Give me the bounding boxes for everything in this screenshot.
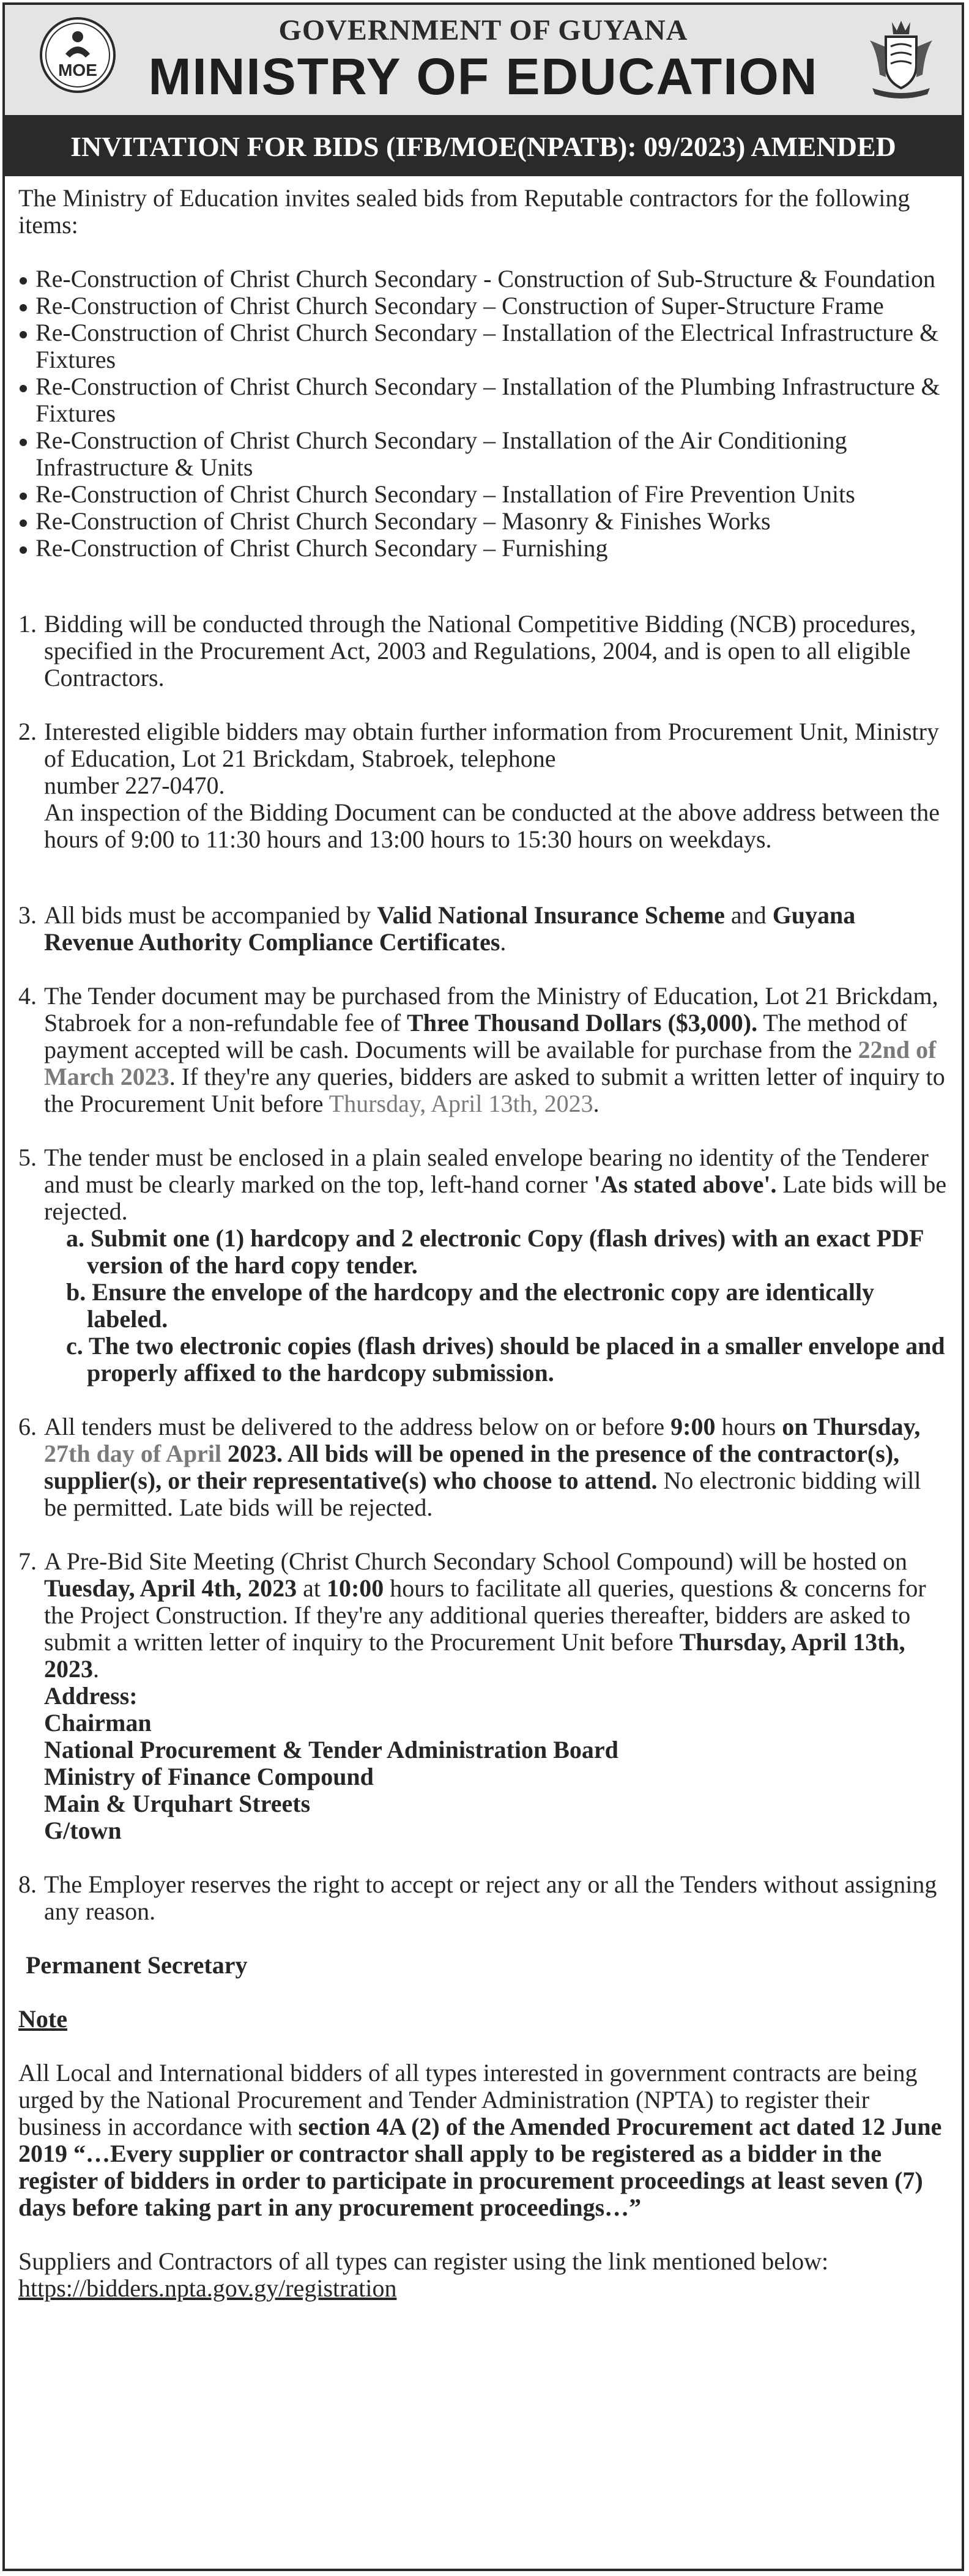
note-bold-text: section 4A (2) of the Amended Procurement act dated 12 June 2019 “…Every supplier or contractor shall apply to be registered as a bidder in the register of bidders in order to participate in procurement proceedings at least seven (7) days before taking part in any procurement proceedings…” [18,2113,942,2221]
clause-bold-text: Guyana Revenue Authority Compliance Certificates [44,901,856,956]
clause-text: hours to facilitate all queries, questions & concerns for the Project Construction. If they're any additional queries thereafter, bidders are asked to submit a written letter of inquiry to the Procurement Unit before [44,1574,926,1656]
clause-number: 2. [18,718,37,745]
clause-7 [18,1548,948,1844]
sub-clause-c: c. The two electronic copies (flash drives) should be placed in a smaller envelope and properly affixed to the hardcopy submission. [66,1332,945,1387]
clause-4 [18,983,948,1117]
clause-text: A Pre-Bid Site Meeting (Christ Church Secondary School Compound) will be hosted on [44,1547,907,1575]
clause-2 [18,718,948,853]
tender-notice [2,2,964,2571]
ministry-title: MINISTRY OF EDUCATION [148,48,819,105]
clause-number: 4. [18,982,37,1010]
clause-text: The tender must be enclosed in a plain sealed envelope bearing no identity of the Tenderer and must be clearly marked on the top, left-hand corner [44,1144,929,1198]
item-list [18,266,948,562]
clause-5 [18,1144,948,1387]
address-line: G/town [44,1817,122,1844]
clause-bold-text: 'As stated above'. [593,1171,777,1198]
clause-bold-text: 2023. All bids will be opened in the presence of the contractor(s), supplier(s), or their representative(s) who choose to attend. [44,1440,900,1494]
coat-of-arms-icon [861,16,941,102]
clause-text: hours [715,1413,782,1440]
clause-8 [18,1871,948,1925]
address-line: Main & Urquhart Streets [44,1790,311,1817]
clause-bold-text: on Thursday, [782,1413,921,1440]
register-instruction: Suppliers and Contractors of all types can register using the link mentioned below: [18,2247,829,2275]
svg-text:MOE: MOE [58,61,97,80]
list-item: Re-Construction of Christ Church Secondary – Furnishing [18,535,948,562]
register-text [18,2248,948,2302]
list-item: Re-Construction of Christ Church Secondary – Construction of Super-Structure Frame [18,292,948,319]
address-line: Ministry of Finance Compound [44,1763,374,1790]
registration-link[interactable]: https://bidders.npta.gov.gy/registration [18,2274,397,2302]
clause-text: . [500,928,507,956]
clause-text: and [724,901,773,929]
note-text [18,2060,948,2221]
clause-number: 7. [18,1547,37,1575]
clause-text: All tenders must be delivered to the address below on or before [44,1413,671,1440]
clause-text: number 227-0470. [44,772,225,799]
clause-text: Late bids will be rejected. [44,1171,947,1225]
clause-text: Interested eligible bidders may obtain further information from Procurement Unit, Ministry of Education, Lot 21 Brickdam, Stabroek, telephone [44,718,939,772]
clause-text: The method of payment accepted will be cash. Documents will be available for purchase from the [44,1009,907,1063]
address-label: Address: [44,1682,138,1710]
clause-bold-text: Three Thousand Dollars ($3,000). [407,1009,758,1037]
clause-text: No electronic bidding will be permitted. Late bids will be rejected. [44,1467,921,1521]
inquiry-deadline: Thursday, April 13th, 2023 [329,1090,593,1117]
clause-text: An inspection of the Bidding Document can be conducted at the above address between the hours of 9:00 to 11:30 hours and 13:00 hours to 15:30 hours on weekdays. [44,798,940,853]
purchase-date: 22nd of March 2023 [44,1036,937,1090]
list-item: Re-Construction of Christ Church Secondary – Installation of the Air Conditioning Infrastructure & Units [18,427,948,481]
list-item: Re-Construction of Christ Church Secondary – Installation of Fire Prevention Units [18,481,948,508]
clause-number: 8. [18,1871,37,1898]
government-title: GOVERNMENT OF GUYANA [278,14,688,47]
clause-text: The Tender document may be purchased from the Ministry of Education, Lot 21 Brickdam, Stabroek for a non-refundable fee of [44,982,938,1037]
list-item: Re-Construction of Christ Church Secondary – Installation of the Electrical Infrastructure & Fixtures [18,319,948,373]
clause-number: 6. [18,1413,37,1440]
clause-text: Bidding will be conducted through the National Competitive Bidding (NCB) procedures, specified in the Procurement Act, 2003 and Regulations, 2004, and is open to all eligible Contractors. [44,610,916,691]
notice-body [18,185,948,2302]
note-heading: Note [18,2005,67,2033]
intro-text: The Ministry of Education invites sealed bids from Reputable contractors for the following items: [18,184,910,239]
sub-clause-a: a. Submit one (1) hardcopy and 2 electronic Copy (flash drives) with an exact PDF version of the hard copy tender. [66,1224,924,1279]
signature: Permanent Secretary [26,1951,248,1979]
clause-number: 5. [18,1144,37,1171]
address-line: Chairman [44,1709,152,1737]
list-item: Re-Construction of Christ Church Secondary – Masonry & Finishes Works [18,508,948,535]
list-item: Re-Construction of Christ Church Secondary - Construction of Sub-Structure & Foundation [18,266,948,292]
clause-number: 1. [18,610,37,638]
clause-bold-text: Thursday, April 13th, 2023 [44,1628,905,1683]
clause-3 [18,902,948,956]
clause-number: 3. [18,901,37,929]
clause-bold-text: 9:00 [670,1413,716,1440]
clause-text: . [593,1090,600,1117]
ifb-banner: INVITATION FOR BIDS (IFB/MOE(NPATB): 09/2023) AMENDED [5,117,962,176]
note-body: All Local and International bidders of all types interested in government contracts are being urged by the National Procurement and Tender Administration (NPTA) to register their business in accordance with [18,2059,918,2140]
clause-text: All bids must be accompanied by [44,901,377,929]
clause-bold-text: Valid National Insurance Scheme [377,901,725,929]
clause-6 [18,1413,948,1521]
header [5,5,962,117]
clause-1 [18,611,948,691]
clause-bold-text: 10:00 [326,1574,384,1602]
clause-list [18,611,948,1925]
address-line: National Procurement & Tender Administration Board [44,1736,618,1763]
closing-date: 27th day of April [44,1440,222,1467]
clause-text: . [93,1655,99,1683]
sub-clause-b: b. Ensure the envelope of the hardcopy and the electronic copy are identically labeled. [66,1278,875,1333]
clause-text: The Employer reserves the right to accept or reject any or all the Tenders without assigning any reason. [44,1871,937,1925]
clause-text: . If they're any queries, bidders are asked to submit a written letter of inquiry to the Procurement Unit before [44,1063,945,1117]
list-item: Re-Construction of Christ Church Secondary – Installation of the Plumbing Infrastructure & Fixtures [18,373,948,427]
clause-text: at [297,1574,327,1602]
delivery-address [44,1683,948,1844]
clause-bold-text: Tuesday, April 4th, 2023 [44,1574,297,1602]
